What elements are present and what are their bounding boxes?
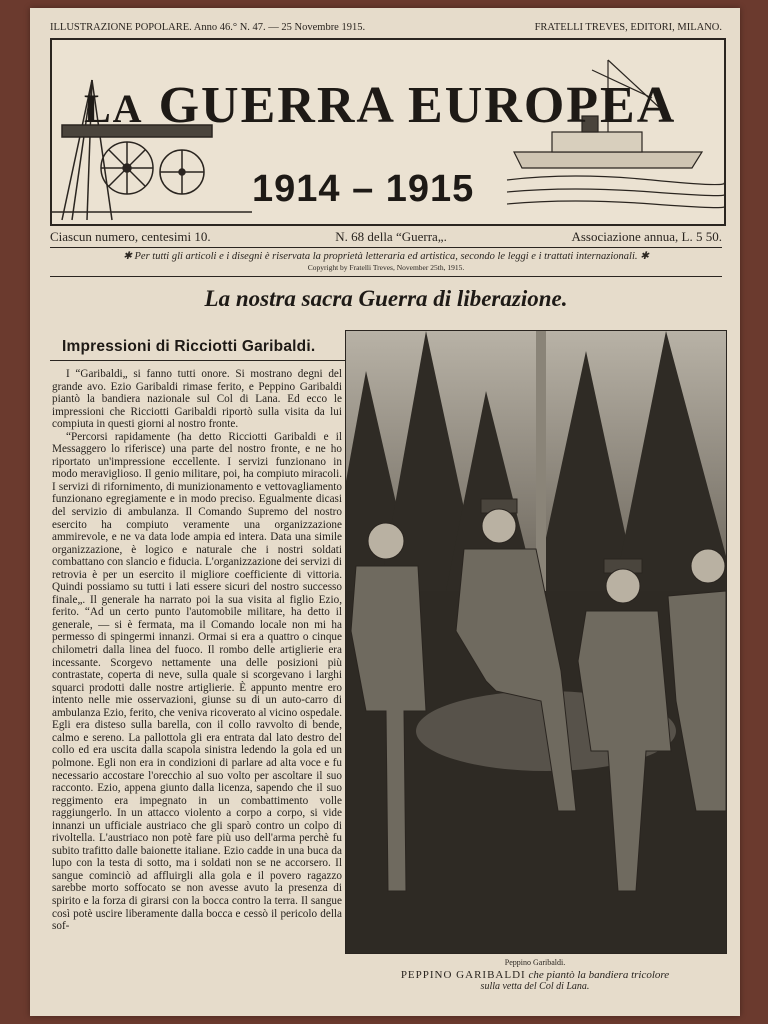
masthead-title-main: GUERRA EUROPEA	[158, 77, 677, 134]
publication-header	[50, 22, 722, 38]
article-headline: La nostra sacra Guerra di liberazione.	[204, 286, 568, 311]
publisher: FRATELLI TREVES, EDITORI, MILANO.	[534, 22, 722, 33]
article-body	[52, 368, 342, 1008]
article-paragraph: I “Garibaldi„ si fanno tutti onore. Si mostrano degni del grande avo. Ezio Garibaldi rimase ferito, e Peppino Garibaldi piantò la bandiera nazionale sul Col di Lana. Ed ecco le impressioni che Ricciotti Garibaldi riportò sulla visita da lui compiuta in questi giorni al nostro fronte.	[52, 368, 342, 431]
caption-text: che piantò la bandiera tricolore	[528, 969, 670, 981]
masthead-title-la: LA	[84, 86, 144, 131]
publication-line: ILLUSTRAZIONE POPOLARE. Anno 46.° N. 47. — 25 Novembre 1915.	[50, 22, 366, 33]
masthead-years: 1914 – 1915	[252, 168, 475, 210]
masthead	[50, 38, 726, 226]
subscription: Associazione annua, L. 5 50.	[571, 229, 722, 244]
photo-caption	[345, 958, 725, 992]
caption-line2: sulla vetta del Col di Lana.	[480, 981, 590, 992]
photo-soldiers	[345, 330, 727, 954]
divider	[50, 247, 722, 248]
divider	[50, 360, 345, 361]
article-subheadline: Impressioni di Ricciotti Garibaldi.	[62, 338, 316, 355]
price: Ciascun numero, centesimi 10.	[50, 229, 211, 244]
subheader	[50, 228, 722, 246]
caption-credit: Peppino Garibaldi.	[504, 958, 566, 967]
rights-notice: ✱ Per tutti gli articoli e i disegni è riservata la proprietà letteraria ed artistica, secondo le leggi e i trattati internazionali. ✱	[123, 251, 649, 262]
copyright-line: Copyright by Fratelli Treves, November 25th, 1915.	[307, 263, 465, 272]
masthead-title	[84, 76, 676, 135]
divider	[50, 276, 722, 277]
article-paragraph: “Percorsi rapidamente (ha detto Ricciotti Garibaldi e il Messaggero lo riferisce) una parte del nostro fronte, e ne ho riportato un'impressione eccellente. I servizi funzionano in modo meraviglioso. Il genio militare, poi, ha compiuto miracoli. I servizi di rifornimento, di munizionamento e vettovagliamento funzionano egregiamente e in modo preciso. Egualmente dicasi del servizio di ambulanza. Il Comando Supremo del nostro esercito ha compiuto veramente una organizzazione ammirevole, e ne va data lode ampia ed intera. Data una simile organizzazione, è logico e naturale che i nostri soldati combattano con slancio e fiducia. L'organizzazione dei servizi di retrovia è per un esercito il migliore coefficiente di vittoria. Quindi possiamo su tutti i lati essere sicuri del nostro successo finale„. Il generale ha narrato poi la sua visita al figlio Ezio, ferito. “Ad un certo punto l'automobile militare, ha detto il generale, — si è fermata, ma il Comando locale non mi ha permesso di spingermi innanzi. Ormai si era a quattro o cinque chilometri dalla linea del fuoco. Il rombo delle artiglierie era incessante. Scorgevo nettamente una delle posizioni più contrastate, coperta di neve, sulla quale si scorgevano i larghi squarci prodotti dalle nostre artiglierie. È appunto mentre ero intento nelle mie osservazioni, giunse su di un auto-carro di ambulanza Ezio, ferito, che veniva ricoverato al vicino ospedale. Egli era disteso sulla barella, con il collo ravvolto di bende, calmo e sereno. La pallottola gli era entrata dal lato destro del collo ed era uscita dalla scapola sinistra ledendo la gola ed un polmone. Egli non era in condizioni di parlare ad alta voce e fu necessario accostare l'orecchio al suo volto per ascoltare il suo racconto. Ezio, appena giunto dalla licenza, sapendo che il suo reggimento era impegnato in un combattimento volle raggiungerlo. In un attacco violento a corpo a corpo, si vide innanzi un ufficiale austriaco che gli sparò contro un colpo di rivoltella. L'austriaco non potè fare più uso dell'arma perchè fu subito trafitto dalle baionette italiane. Ezio cadde in una buca da lupo con la testa di sotto, ma i soldati non se ne accorsero. Il sangue cominciò ad affluirgli alla gola e il povero ragazzo sarebbe morto soffocato se non avesse avuto la presenza di spirito e la forza di girarsi con la bocca contro la terra. Il sangue così potè uscire liberamente dalla bocca e cessò il pericolo della sof-	[52, 430, 342, 933]
issue-number: N. 68 della “Guerra„.	[335, 229, 447, 244]
photo-illustration	[346, 331, 726, 953]
caption-name: PEPPINO GARIBALDI	[400, 969, 526, 981]
newspaper-page	[30, 8, 740, 1016]
